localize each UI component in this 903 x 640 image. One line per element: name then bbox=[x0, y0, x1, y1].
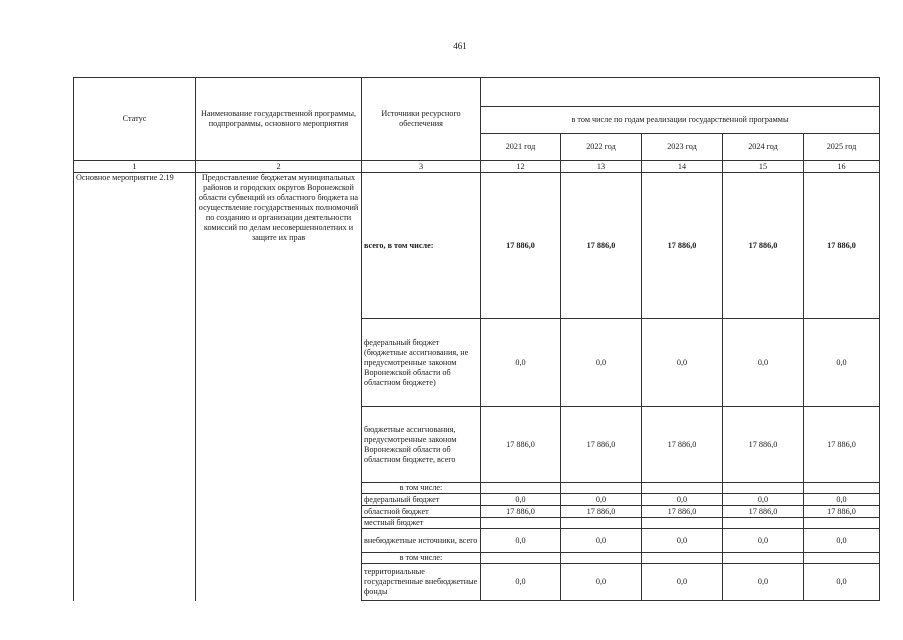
value-cell bbox=[481, 483, 561, 494]
value-cell: 0,0 bbox=[642, 529, 723, 553]
value-cell: 17 886,0 bbox=[804, 407, 880, 483]
value-cell: 17 886,0 bbox=[723, 407, 804, 483]
value-cell: 0,0 bbox=[481, 494, 561, 506]
value-cell: 0,0 bbox=[804, 529, 880, 553]
column-number: 16 bbox=[804, 161, 880, 173]
value-cell: 17 886,0 bbox=[723, 173, 804, 319]
value-cell: 17 886,0 bbox=[723, 506, 804, 518]
value-cell bbox=[642, 483, 723, 494]
value-cell: 0,0 bbox=[561, 564, 642, 601]
value-cell: 17 886,0 bbox=[481, 506, 561, 518]
header-year: 2025 год bbox=[804, 134, 880, 161]
value-cell: 0,0 bbox=[642, 319, 723, 407]
table-row bbox=[74, 173, 880, 319]
header-status: Статус bbox=[74, 78, 196, 161]
header-year: 2023 год bbox=[642, 134, 723, 161]
value-cell bbox=[481, 553, 561, 564]
value-cell: 17 886,0 bbox=[804, 506, 880, 518]
header-sources: Источники ресурсного обеспечения bbox=[362, 78, 481, 161]
value-cell: 0,0 bbox=[804, 319, 880, 407]
value-cell: 17 886,0 bbox=[481, 407, 561, 483]
column-number: 15 bbox=[723, 161, 804, 173]
source-label: внебюджетные источники, всего bbox=[362, 529, 481, 553]
value-cell bbox=[561, 483, 642, 494]
value-cell bbox=[723, 553, 804, 564]
value-cell: 0,0 bbox=[723, 319, 804, 407]
status-cell: Основное мероприятие 2.19 bbox=[74, 173, 196, 601]
value-cell bbox=[642, 518, 723, 529]
value-cell: 0,0 bbox=[481, 529, 561, 553]
measure-name-cell: Предоставление бюджетам муниципальных районов и городских округов Воронежской области субвенций из областного бюджета на осуществление государственных полномочий по созданию и организации деятельности комиссий по делам несовершеннолетних и защите их прав bbox=[196, 173, 362, 601]
source-label: местный бюджет bbox=[362, 518, 481, 529]
source-label: областной бюджет bbox=[362, 506, 481, 518]
value-cell bbox=[804, 483, 880, 494]
page-number: 461 bbox=[453, 41, 467, 51]
column-number: 13 bbox=[561, 161, 642, 173]
value-cell: 17 886,0 bbox=[561, 407, 642, 483]
value-cell: 0,0 bbox=[481, 564, 561, 601]
value-cell: 17 886,0 bbox=[561, 173, 642, 319]
header-year: 2021 год bbox=[481, 134, 561, 161]
value-cell: 0,0 bbox=[481, 319, 561, 407]
source-label: всего, в том числе: bbox=[362, 173, 481, 319]
value-cell bbox=[723, 518, 804, 529]
value-cell: 17 886,0 bbox=[481, 173, 561, 319]
value-cell bbox=[642, 553, 723, 564]
value-cell: 17 886,0 bbox=[642, 506, 723, 518]
value-cell: 0,0 bbox=[561, 494, 642, 506]
value-cell: 17 886,0 bbox=[642, 407, 723, 483]
source-label: федеральный бюджет (бюджетные ассигнования, не предусмотренные законом Воронежской области об областном бюджете) bbox=[362, 319, 481, 407]
value-cell bbox=[723, 483, 804, 494]
column-number: 3 bbox=[362, 161, 481, 173]
value-cell: 0,0 bbox=[642, 494, 723, 506]
value-cell: 17 886,0 bbox=[642, 173, 723, 319]
source-label: территориальные государственные внебюджетные фонды bbox=[362, 564, 481, 601]
source-label: федеральный бюджет bbox=[362, 494, 481, 506]
column-number: 12 bbox=[481, 161, 561, 173]
value-cell: 0,0 bbox=[642, 564, 723, 601]
header-year: 2024 год bbox=[723, 134, 804, 161]
value-cell bbox=[804, 518, 880, 529]
value-cell bbox=[561, 553, 642, 564]
value-cell: 17 886,0 bbox=[804, 173, 880, 319]
header-name: Наименование государственной программы, подпрограммы, основного мероприятия bbox=[196, 78, 362, 161]
header-year: 2022 год bbox=[561, 134, 642, 161]
value-cell: 0,0 bbox=[804, 494, 880, 506]
value-cell: 0,0 bbox=[723, 529, 804, 553]
value-cell: 0,0 bbox=[723, 494, 804, 506]
value-cell: 0,0 bbox=[561, 529, 642, 553]
value-cell bbox=[481, 518, 561, 529]
source-label: бюджетные ассигнования, предусмотренные законом Воронежской области об областном бюджете, всего bbox=[362, 407, 481, 483]
header-blank-cell bbox=[481, 78, 880, 107]
header-years-group: в том числе по годам реализации государственной программы bbox=[481, 107, 880, 134]
source-label: в том числе: bbox=[362, 483, 481, 494]
column-number: 2 bbox=[196, 161, 362, 173]
value-cell: 0,0 bbox=[561, 319, 642, 407]
column-number: 14 bbox=[642, 161, 723, 173]
column-number: 1 bbox=[74, 161, 196, 173]
value-cell bbox=[804, 553, 880, 564]
source-label: в том числе: bbox=[362, 553, 481, 564]
value-cell: 17 886,0 bbox=[561, 506, 642, 518]
value-cell bbox=[561, 518, 642, 529]
funding-table bbox=[73, 77, 880, 601]
value-cell: 0,0 bbox=[723, 564, 804, 601]
value-cell: 0,0 bbox=[804, 564, 880, 601]
